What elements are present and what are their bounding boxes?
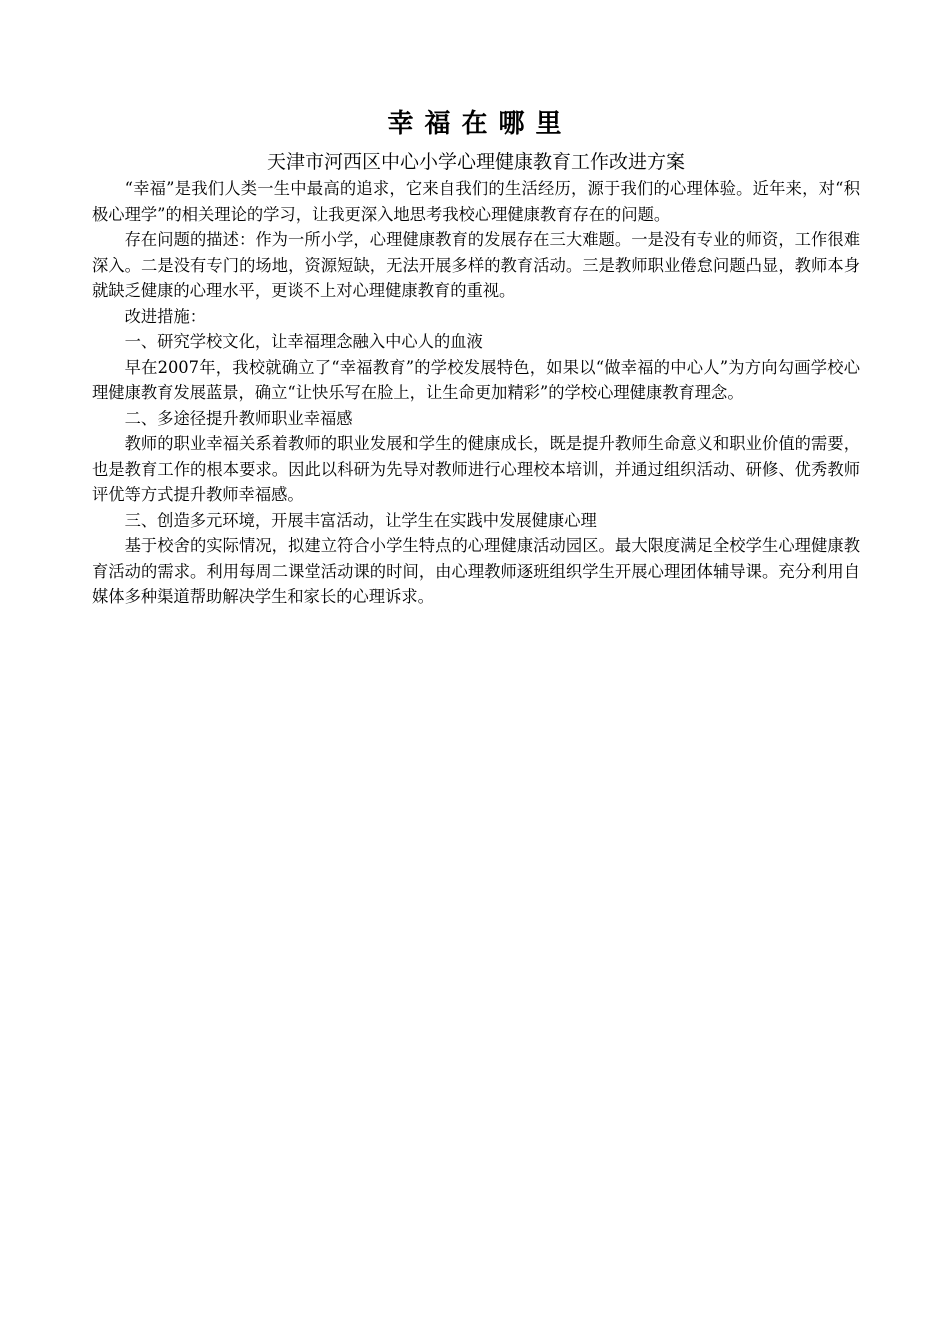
paragraph-section-3: 基于校舍的实际情况，拟建立符合小学生特点的心理健康活动园区。最大限度满足全校学生心理健康教育活动的需求。利用每周二课堂活动课的时间，由心理教师逐班组织学生开展心理团体辅导课。充分利用自媒体多种渠道帮助解决学生和家长的心理诉求。 <box>92 536 860 606</box>
section-heading-3: 三、创造多元环境，开展丰富活动，让学生在实践中发展健康心理 <box>124 510 597 530</box>
paragraph-section-2: 教师的职业幸福关系着教师的职业发展和学生的健康成长，既是提升教师生命意义和职业价值的需要，也是教育工作的根本要求。因此以科研为先导对教师进行心理校本培训，并通过组织活动、研修、优秀教师评优等方式提升教师幸福感。 <box>92 434 860 504</box>
section-heading-1: 一、研究学校文化，让幸福理念融入中心人的血液 <box>124 332 483 351</box>
document-title: 幸福在哪里 <box>387 109 573 139</box>
document-page <box>92 104 860 610</box>
section-heading-2: 二、多途径提升教师职业幸福感 <box>124 408 353 428</box>
document-body <box>92 176 860 610</box>
paragraph-intro: “幸福”是我们人类一生中最高的追求，它来自我们的生活经历，源于我们的心理体验。近年来，对“积极心理学”的相关理论的学习，让我更深入地思考我校心理健康教育存在的问题。 <box>92 179 860 224</box>
paragraph-problem: 存在问题的描述：作为一所小学，心理健康教育的发展存在三大难题。一是没有专业的师资，工作很难深入。二是没有专门的场地，资源短缺，无法开展多样的教育活动。三是教师职业倦怠问题凸显，教师本身就缺乏健康的心理水平，更谈不上对心理健康教育的重视。 <box>92 230 860 300</box>
paragraph-measures-heading: 改进措施： <box>124 306 207 326</box>
document-subtitle: 天津市河西区中心小学心理健康教育工作改进方案 <box>266 151 685 173</box>
paragraph-section-1: 早在2007年，我校就确立了“幸福教育”的学校发展特色，如果以“做幸福的中心人”为方向勾画学校心理健康教育发展蓝景，确立“让快乐写在脸上，让生命更加精彩”的学校心理健康教育理念。 <box>92 357 860 402</box>
